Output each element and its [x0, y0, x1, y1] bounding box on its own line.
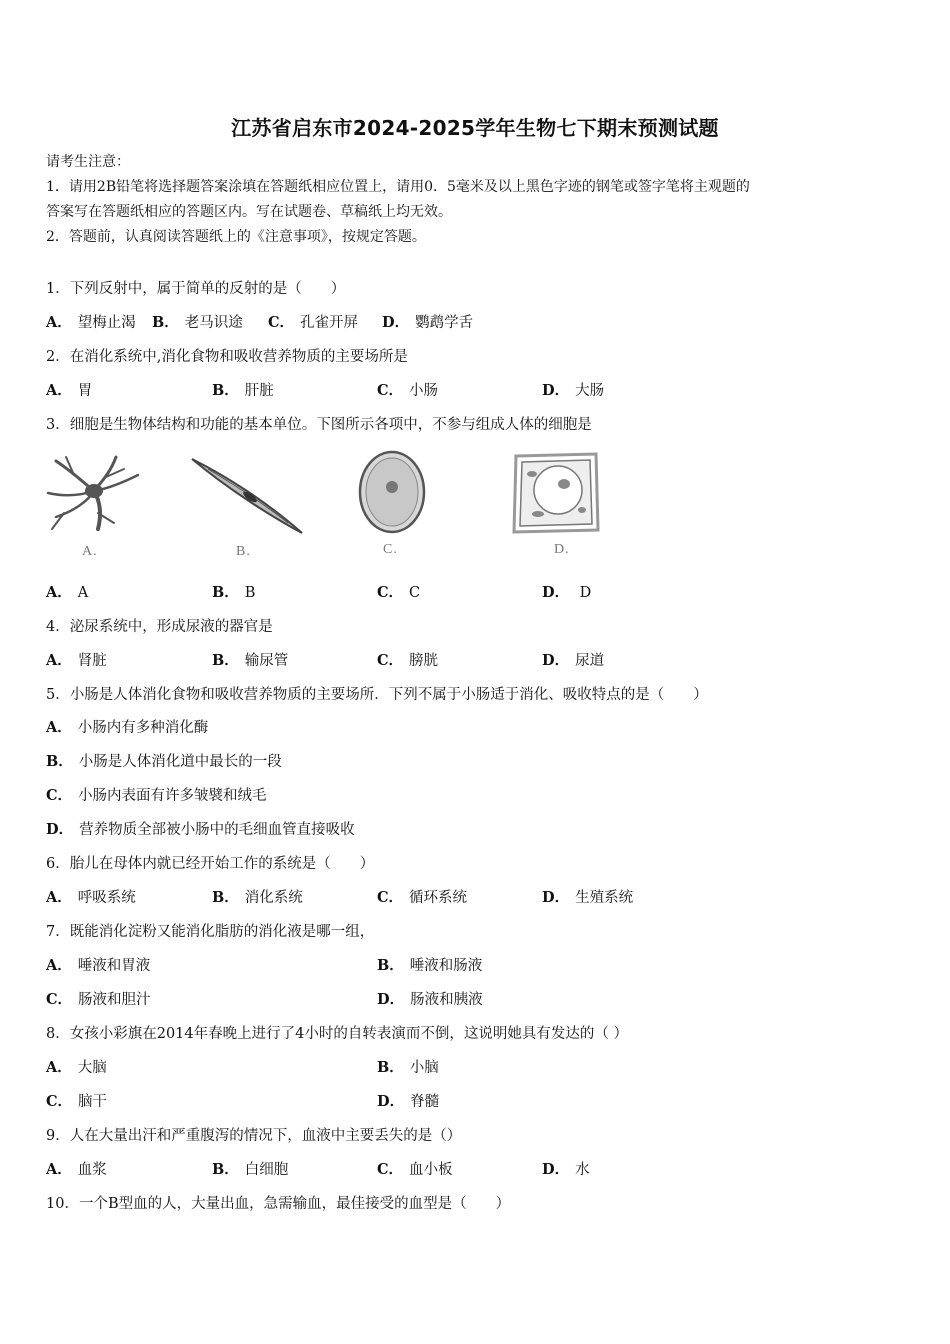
- option: [377, 649, 438, 670]
- notice-item-2: 2．答题前，认真阅读答题纸上的《注意事项》，按规定答题。: [46, 229, 426, 245]
- option-key: B．: [46, 753, 73, 770]
- option-text: 唾液和肠液: [409, 958, 483, 974]
- option-key: D．: [542, 889, 570, 906]
- option-key: C．: [46, 991, 73, 1008]
- option-text: 循环系统: [409, 890, 468, 906]
- option: [268, 311, 358, 332]
- option: [212, 886, 303, 907]
- option-key: C．: [377, 382, 404, 399]
- option: [46, 954, 150, 975]
- option: [46, 311, 136, 332]
- muscle-cell-figure: [188, 455, 308, 537]
- neuron-cell-figure: [44, 453, 144, 535]
- option-key: B．: [152, 314, 179, 331]
- option-key: D．: [542, 1161, 570, 1178]
- option: [46, 750, 282, 771]
- option: [212, 581, 255, 602]
- option-key: C．: [268, 314, 295, 331]
- option-key: D．: [382, 314, 410, 331]
- option-text: 小肠: [409, 383, 439, 399]
- option: [46, 649, 107, 670]
- option-text: 大肠: [575, 383, 605, 399]
- option: [46, 886, 136, 907]
- option-key: A．: [46, 1161, 72, 1178]
- option: [377, 1056, 439, 1077]
- option: [542, 886, 633, 907]
- option-text: C: [409, 585, 421, 601]
- round-cell-figure: [354, 447, 430, 537]
- option-text: A: [77, 585, 89, 601]
- option: [212, 379, 274, 400]
- option-text: 生殖系统: [575, 890, 634, 906]
- option: [46, 1158, 107, 1179]
- option: [542, 649, 604, 670]
- option-key: C．: [377, 584, 404, 601]
- option: [46, 818, 355, 839]
- option-text: 脑干: [78, 1094, 108, 1110]
- option-key: C．: [377, 1161, 404, 1178]
- option: [46, 784, 267, 805]
- question-stem: 7．既能消化淀粉又能消化脂肪的消化液是哪一组，: [46, 924, 375, 940]
- option-text: 肠液和胆汁: [78, 992, 151, 1008]
- option-key: A．: [46, 1059, 72, 1076]
- option-text: 膀胱: [409, 653, 439, 669]
- notice-item-1b: 答案写在答题纸相应的答题区内。写在试题卷、草稿纸上均无效。: [46, 204, 452, 220]
- figure-label: C.: [383, 542, 398, 557]
- option: [152, 311, 243, 332]
- option-text: 小脑: [409, 1060, 439, 1076]
- option: [382, 311, 473, 332]
- page-title: 江苏省启东市2024-2025学年生物七下期末预测试题: [231, 116, 719, 140]
- option: [377, 379, 438, 400]
- option: [46, 716, 208, 737]
- option: [377, 886, 467, 907]
- option-text: 小肠内表面有许多皱襞和绒毛: [78, 788, 267, 804]
- option: [46, 581, 88, 602]
- option-key: A．: [46, 314, 72, 331]
- question-stem: 3．细胞是生物体结构和功能的基本单位。下图所示各项中，不参与组成人体的细胞是: [46, 417, 592, 433]
- option-text: 肝脏: [244, 383, 274, 399]
- option-key: D．: [377, 991, 405, 1008]
- option: [377, 1158, 453, 1179]
- option-key: B．: [212, 1161, 239, 1178]
- option-text: 望梅止渴: [77, 315, 136, 331]
- question-stem: 6．胎儿在母体内就已经开始工作的系统是（ ）: [46, 856, 375, 872]
- option-key: D．: [377, 1093, 405, 1110]
- option: [542, 1158, 590, 1179]
- option-text: 尿道: [575, 653, 605, 669]
- option-text: 血小板: [409, 1162, 453, 1178]
- question-stem: 2．在消化系统中,消化食物和吸收营养物质的主要场所是: [46, 349, 408, 365]
- option-text: 消化系统: [244, 890, 303, 906]
- notice-heading: 请考生注意：: [46, 154, 130, 170]
- option-key: C．: [377, 889, 404, 906]
- option: [542, 379, 604, 400]
- figure-label: D.: [554, 542, 570, 557]
- option-key: A．: [46, 584, 72, 601]
- option-text: 小肠是人体消化道中最长的一段: [78, 754, 282, 770]
- option-text: 脊髓: [410, 1094, 440, 1110]
- option-key: B．: [377, 1059, 404, 1076]
- question-stem: 9．人在大量出汗和严重腹泻的情况下，血液中主要丢失的是（）: [46, 1128, 462, 1144]
- option: [212, 649, 288, 670]
- option-text: 小肠内有多种消化酶: [77, 720, 209, 736]
- option: [377, 954, 482, 975]
- option-text: B: [244, 585, 256, 601]
- option-key: D．: [46, 821, 74, 838]
- question-stem: 5．小肠是人体消化食物和吸收营养物质的主要场所．下列不属于小肠适于消化、吸收特点的是（ ）: [46, 687, 708, 703]
- option: [212, 1158, 288, 1179]
- option-text: 唾液和胃液: [77, 958, 151, 974]
- option: [377, 988, 483, 1009]
- question-stem: 4．泌尿系统中，形成尿液的器官是: [46, 619, 273, 635]
- plant-cell-figure: [508, 448, 604, 536]
- option: [46, 1090, 107, 1111]
- option-key: D．: [542, 382, 570, 399]
- option-key: A．: [46, 719, 72, 736]
- option-text: 大脑: [77, 1060, 107, 1076]
- option: [46, 988, 151, 1009]
- option-text: 输尿管: [244, 653, 289, 669]
- option-text: 血浆: [77, 1162, 107, 1178]
- option-key: D．: [542, 584, 570, 601]
- option-key: C．: [377, 652, 404, 669]
- option-text: 老马识途: [184, 315, 243, 331]
- option-text: 白细胞: [244, 1162, 289, 1178]
- option-text: 胃: [77, 383, 93, 399]
- option-key: C．: [46, 1093, 73, 1110]
- question-stem: 10．一个B型血的人，大量出血，急需输血，最佳接受的血型是（ ）: [46, 1196, 511, 1212]
- option-key: B．: [212, 584, 239, 601]
- option-key: B．: [212, 889, 239, 906]
- option: [46, 1056, 107, 1077]
- option: [377, 1090, 439, 1111]
- option-key: B．: [212, 652, 239, 669]
- option-text: 水: [575, 1162, 590, 1178]
- figure-label: A.: [82, 544, 98, 559]
- option-text: 肾脏: [77, 653, 107, 669]
- option-key: A．: [46, 957, 72, 974]
- option: [46, 379, 92, 400]
- option: [542, 581, 591, 602]
- option-text: 孔雀开屏: [300, 315, 359, 331]
- option-key: A．: [46, 652, 72, 669]
- option-key: C．: [46, 787, 73, 804]
- option: [377, 581, 420, 602]
- option-text: 呼吸系统: [77, 890, 136, 906]
- question-stem: 1．下列反射中，属于简单的反射的是（ ）: [46, 281, 346, 297]
- option-text: 鹦鹉学舌: [415, 315, 474, 331]
- option-text: 肠液和胰液: [410, 992, 483, 1008]
- option-key: D．: [542, 652, 570, 669]
- figure-label: B.: [236, 544, 251, 559]
- option-text: D: [575, 585, 592, 601]
- option-text: 营养物质全部被小肠中的毛细血管直接吸收: [79, 822, 355, 838]
- option-key: A．: [46, 382, 72, 399]
- option-key: B．: [377, 957, 404, 974]
- option-key: B．: [212, 382, 239, 399]
- option-key: A．: [46, 889, 72, 906]
- question-stem: 8．女孩小彩旗在2014年春晚上进行了4小时的自转表演而不倒，这说明她具有发达的（ ）: [46, 1026, 628, 1042]
- notice-item-1a: 1．请用2B铅笔将选择题答案涂填在答题纸相应位置上，请用0．5毫米及以上黑色字迹的钢笔或签字笔将主观题的: [46, 179, 750, 195]
